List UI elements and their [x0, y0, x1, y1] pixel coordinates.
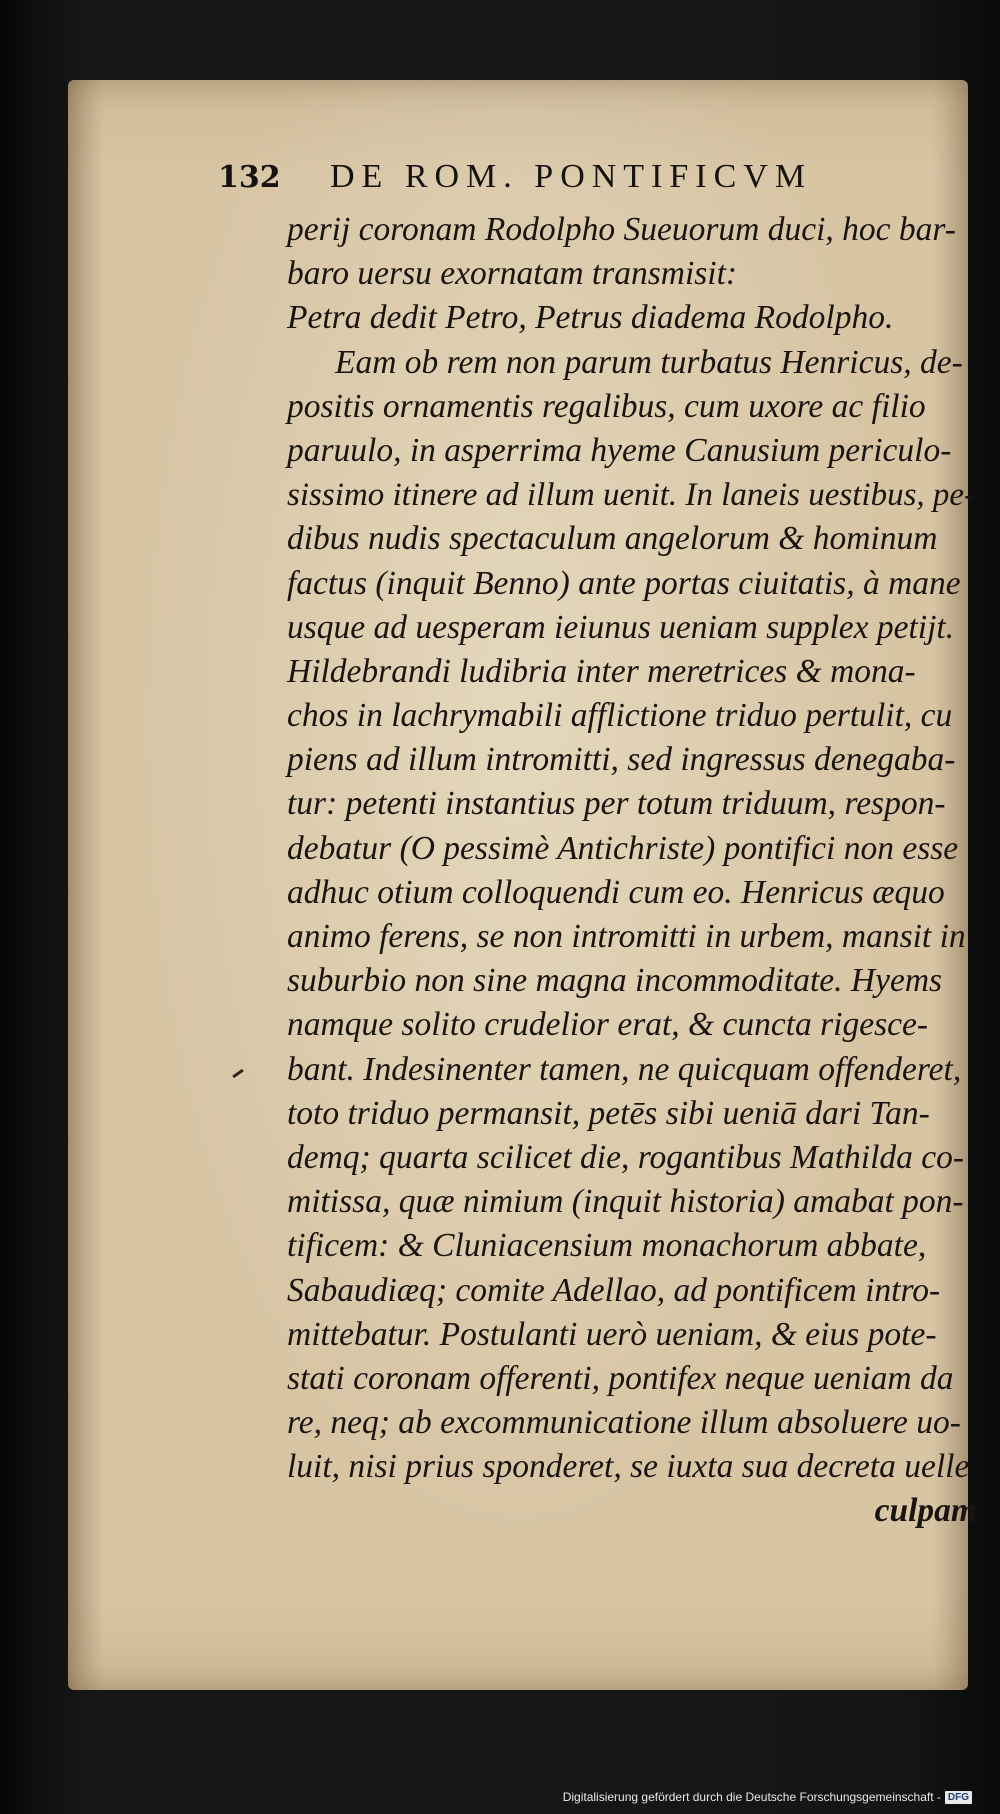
text-line: adhuc otium colloquendi cum eo. Henricus æquo [287, 873, 945, 911]
text-line: tificem: & Cluniacensium monachorum abbate, [287, 1227, 927, 1265]
running-title: DE ROM. PONTIFICVM [330, 158, 813, 195]
text-line: dibus nudis spectaculum angelorum & hominum [287, 520, 938, 558]
text-line: positis ornamentis regalibus, cum uxore ac filio [287, 387, 926, 425]
text-line: chos in lachrymabili afflictione triduo pertulit, cu [287, 697, 953, 735]
text-line: mittebatur. Postulanti uerò ueniam, & eius pote- [287, 1315, 937, 1353]
text-line: tur: petenti instantius per totum triduum, respon- [287, 785, 946, 823]
text-line: Sabaudiæq; comite Adellao, ad pontificem intro- [287, 1271, 941, 1309]
text-line: namque solito crudelior erat, & cuncta rigesce- [287, 1006, 929, 1044]
dfg-logo: DFG [945, 1791, 972, 1804]
text-line: luit, nisi prius sponderet, se iuxta sua decreta uelle [287, 1448, 970, 1486]
running-head [218, 158, 978, 204]
text-line: animo ferens, se non intromitti in urbem, mansit in [287, 918, 966, 955]
text-line: demq; quarta scilicet die, rogantibus Mathilda co- [287, 1138, 965, 1176]
text-line: sissimo itinere ad illum uenit. In laneis uestibus, pe- [287, 477, 976, 514]
text-line: stati coronam offerenti, pontifex neque ueniam da [287, 1359, 954, 1397]
text-line: Hildebrandi ludibria inter meretrices & mona- [287, 652, 916, 690]
text-line: factus (inquit Benno) ante portas ciuitatis, à mane [287, 564, 961, 602]
digitization-credit [563, 1790, 972, 1804]
text-line: baro uersu exornatam transmisit: [287, 255, 738, 293]
catchword: culpam [874, 1492, 977, 1530]
text-line: perij coronam Rodolpho Sueuorum duci, hoc bar- [287, 211, 956, 248]
text-line: re, neq; ab excommunicatione illum absoluere uo- [287, 1404, 961, 1442]
credit-text: Digitalisierung gefördert durch die Deutsche Forschungsgemeinschaft - [562, 1790, 941, 1804]
text-line: piens ad illum intromitti, sed ingressus denegaba- [287, 741, 956, 779]
text-line: paruulo, in asperrima hyeme Canusium periculo- [287, 431, 952, 469]
text-line: mitissa, quæ nimium (inquit historia) amabat pon- [287, 1183, 964, 1221]
text-line: debatur (O pessimè Antichriste) pontifici non esse [287, 829, 959, 867]
text-line: usque ad uesperam ieiunus ueniam supplex petijt. [287, 608, 955, 646]
text-line: bant. Indesinenter tamen, ne quicquam offenderet, [287, 1050, 962, 1088]
text-line: suburbio non sine magna incommoditate. Hyems [287, 962, 943, 1000]
body-text [287, 208, 977, 1534]
text-line: toto triduo permansit, petēs sibi ueniā dari Tan- [287, 1094, 930, 1132]
text-line: Eam ob rem non parum turbatus Henricus, de- [335, 343, 963, 381]
page-number: 132 [218, 160, 281, 195]
text-line: Petra dedit Petro, Petrus diadema Rodolpho. [287, 299, 894, 337]
